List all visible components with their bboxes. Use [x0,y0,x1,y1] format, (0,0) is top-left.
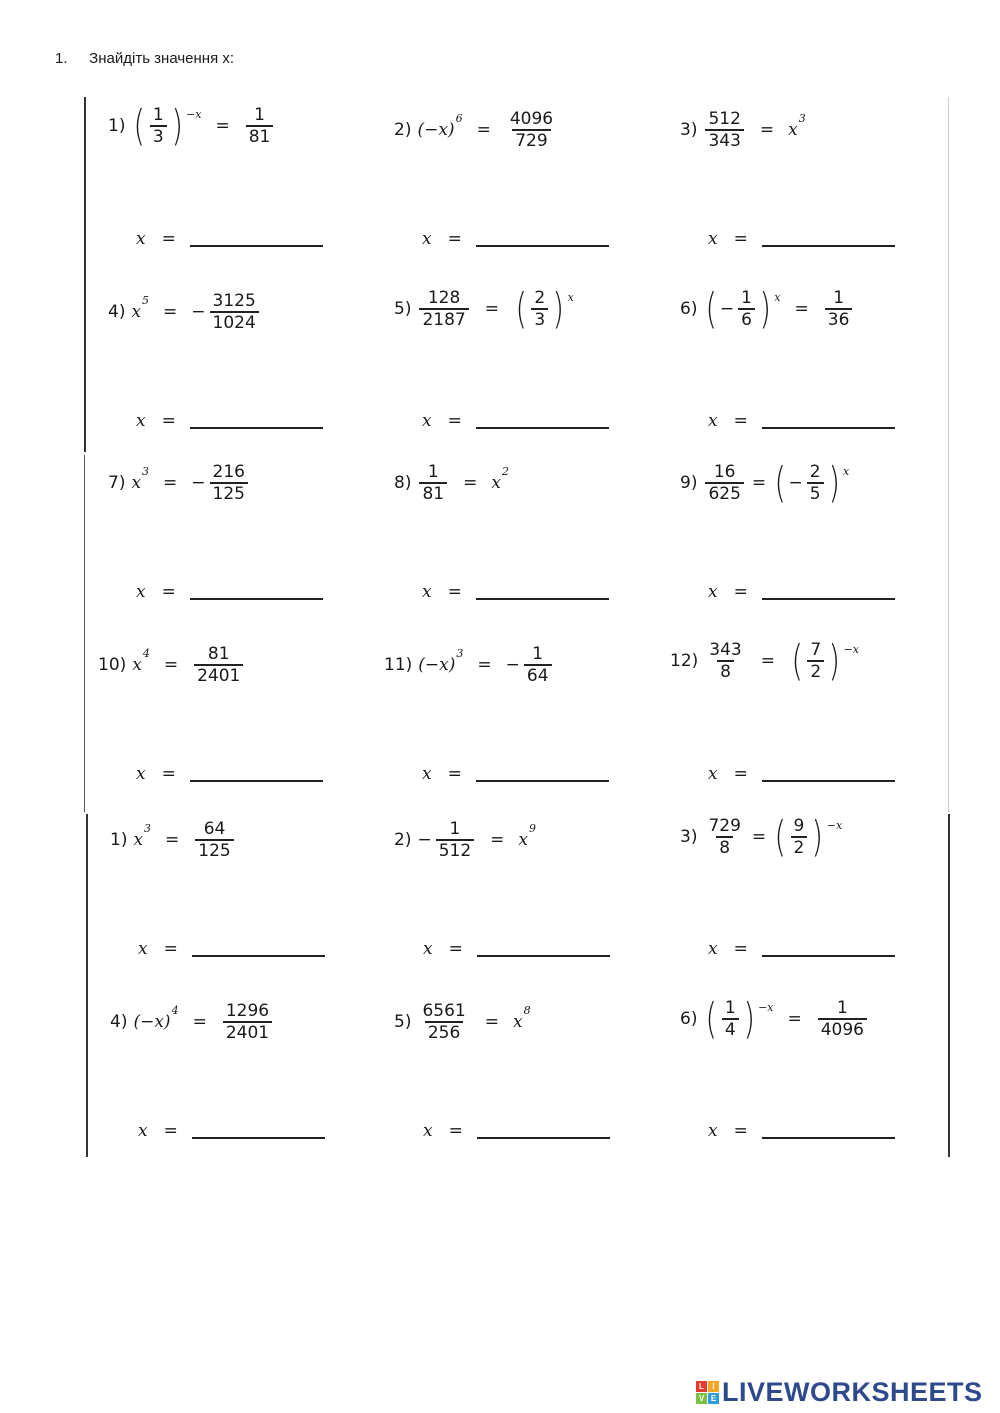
instruction-number: 1. [55,50,68,67]
variable: x [518,830,528,851]
answer-equals: = [448,939,463,959]
answer-second-1[interactable] [138,939,325,959]
answer-var: x [708,229,718,249]
logo-block: L [696,1381,707,1392]
problem-label: 9) [680,473,698,493]
problem-label: 6) [680,1009,698,1029]
answer-blank[interactable] [476,780,609,782]
answer-equals: = [733,582,748,602]
denominator: 6 [738,308,755,330]
answer-blank[interactable] [190,427,323,429]
numerator: 6561 [422,1001,466,1021]
answer-5[interactable] [422,411,609,431]
base-fraction [807,463,824,503]
denominator: 125 [195,839,233,861]
variable: x [788,120,798,141]
paren-open: ( [705,284,718,333]
minus-sign: − [719,299,735,319]
numerator: 216 [212,462,245,482]
answer-var: x [136,582,146,602]
answer-var: x [136,229,146,249]
paren-open: ( [774,812,787,861]
exponent: x [774,290,781,304]
exponent: 3 [798,111,806,125]
exponent: 3 [142,464,150,478]
equals: = [759,120,775,141]
lhs-fraction [705,463,743,503]
problem-label: 10) [98,655,127,676]
answer-var: x [422,411,432,431]
answer-blank[interactable] [192,1137,325,1139]
answer-12[interactable] [708,764,895,784]
rhs-fraction [223,1002,272,1042]
problem-9 [680,458,850,507]
paren-open: ( [791,636,803,685]
lhs-fraction [705,110,743,150]
answer-9[interactable] [708,582,895,602]
numerator: 1 [427,462,439,482]
numerator: 9 [793,815,805,836]
numerator: 128 [427,287,461,308]
problem-label: 4) [110,1012,128,1033]
exponent: −x [843,642,859,656]
answer-11[interactable] [422,764,609,784]
answer-blank[interactable] [190,245,323,247]
answer-blank[interactable] [762,427,895,429]
equals: = [163,302,178,323]
problem-label: 12) [670,651,699,671]
equals: = [484,1012,499,1033]
equals: = [751,827,767,847]
paren-open: ( [133,101,146,150]
problem-label: 4) [108,302,126,323]
rhs-fraction [195,820,233,860]
answer-blank[interactable] [477,955,610,957]
answer-7[interactable] [136,582,323,602]
equals: = [760,651,775,671]
answer-blank[interactable] [762,598,895,600]
answer-second-4[interactable] [138,1121,325,1141]
base-fraction [722,999,739,1039]
answer-equals: = [733,764,748,784]
answer-blank[interactable] [190,780,323,782]
logo-block: E [708,1393,719,1404]
numerator: 4096 [509,109,554,129]
minus-sign: − [417,830,432,851]
rhs-fraction [246,106,274,146]
problem-label: 3) [680,827,698,847]
answer-var: x [708,582,718,602]
answer-var: x [422,764,432,784]
answer-var: x [422,582,432,602]
problem-second-2 [394,820,536,860]
answer-blank[interactable] [762,955,895,957]
answer-second-2[interactable] [423,939,610,959]
denominator: 343 [705,129,743,151]
denominator: 2401 [223,1021,272,1043]
denominator: 3 [531,308,548,330]
minus-sign: − [505,655,520,676]
answer-var: x [423,1121,433,1141]
answer-var: x [708,1121,718,1141]
problem-3 [680,110,806,150]
answer-2[interactable] [422,229,609,249]
numerator: 343 [709,639,742,660]
denominator: 5 [807,482,824,504]
lhs-fraction [706,641,744,681]
liveworksheets-logo [696,1377,983,1408]
minus-sign: − [191,473,206,494]
problem-label: 5) [394,299,412,319]
exponent: 3 [144,821,152,835]
paren-close: ) [828,636,841,685]
minus-sign: − [191,302,206,323]
exponent: −x [758,1000,774,1014]
denominator: 2 [807,660,824,682]
border-right-bottom [948,814,950,1157]
base-fraction [807,641,824,681]
denominator: 125 [210,482,248,504]
problem-8 [394,463,509,503]
exponent: 3 [456,646,464,660]
problem-11 [384,645,554,685]
variable: x [131,302,142,323]
denominator: 8 [717,660,734,682]
paren-close: ) [811,812,824,861]
rhs-fraction [210,463,248,503]
numerator: 1 [449,819,461,839]
problem-1 [108,101,275,150]
logo-icon [696,1381,719,1404]
base-fraction [738,289,755,329]
problem-5 [394,284,574,333]
paren-open: ( [774,458,787,507]
numerator: 16 [713,461,736,482]
rhs-fraction [210,292,259,332]
numerator: 81 [207,644,230,664]
numerator: 2 [534,287,546,308]
answer-second-3[interactable] [708,939,895,959]
problem-label: 5) [394,1012,412,1033]
denominator: 1024 [210,311,259,333]
paren-close: ) [552,284,565,333]
answer-var: x [708,764,718,784]
exponent: 8 [523,1003,531,1017]
numerator: 729 [708,815,741,836]
answer-6[interactable] [708,411,895,431]
border-left-bottom [86,814,88,1157]
instruction-text: Знайдіть значення x: [89,50,235,67]
problem-label: 2) [394,120,412,141]
answer-equals: = [161,764,176,784]
answer-var: x [708,939,718,959]
answer-equals: = [447,764,462,784]
exponent: 2 [501,464,509,478]
paren-open: ( [515,284,527,333]
rhs-fraction [524,645,552,685]
border-left-mid [84,455,85,812]
logo-block: V [696,1393,707,1404]
lhs-expression: (−x) [418,655,456,676]
numerator: 1 [833,287,845,308]
problem-6 [680,284,854,333]
paren-close: ) [828,458,840,507]
answer-equals: = [447,411,462,431]
equals: = [476,120,491,141]
numerator: 2 [809,461,821,482]
equals: = [794,299,809,319]
variable: x [512,1012,523,1033]
answer-equals: = [733,411,748,431]
lhs-fraction [419,289,468,329]
variable: x [491,473,501,494]
answer-blank[interactable] [476,427,609,429]
answer-8[interactable] [422,582,609,602]
lhs-fraction [705,817,743,857]
denominator: 81 [246,125,274,147]
problem-second-1 [110,820,236,860]
denominator: 4096 [818,1018,867,1040]
answer-blank[interactable] [190,598,323,600]
problem-label: 1) [108,116,126,136]
numerator: 1 [254,104,265,125]
answer-var: x [422,229,432,249]
answer-blank[interactable] [762,245,895,247]
answer-equals: = [161,582,176,602]
equals: = [787,1009,802,1029]
border-left-top [84,97,86,452]
exponent: 4 [142,646,150,660]
numerator: 3125 [212,291,256,311]
answer-second-6[interactable] [708,1121,895,1141]
exponent: 4 [171,1003,179,1017]
problem-7 [108,463,250,503]
exponent: 6 [455,111,463,125]
denominator: 256 [425,1021,463,1043]
variable: x [133,830,144,851]
equals: = [163,473,178,494]
logo-block: I [708,1381,719,1392]
rhs-fraction [507,110,556,150]
exponent: −x [186,107,202,121]
equals: = [751,473,767,493]
lhs-fraction [419,463,447,503]
lhs-expression: (−x) [417,120,455,141]
base-fraction [150,106,167,146]
denominator: 625 [705,482,743,504]
equals: = [477,655,492,676]
answer-blank[interactable] [762,1137,895,1139]
rhs-fraction [818,999,867,1039]
paren-close: ) [171,101,183,150]
answer-equals: = [733,229,748,249]
equals: = [215,116,230,136]
problem-label: 1) [110,830,128,851]
problem-label: 11) [384,655,413,676]
equals: = [463,473,478,494]
lhs-fraction [436,820,474,860]
equals: = [192,1012,207,1033]
denominator: 2401 [194,664,243,686]
numerator: 1 [741,287,752,308]
answer-equals: = [733,1121,748,1141]
base-fraction [791,817,808,857]
answer-blank[interactable] [476,245,609,247]
answer-blank[interactable] [192,955,325,957]
numerator: 1 [724,997,736,1018]
equals: = [484,299,499,319]
answer-var: x [138,939,148,959]
problem-second-6 [680,994,869,1043]
exponent: 9 [529,821,536,835]
answer-equals: = [163,939,178,959]
numerator: 512 [708,109,741,129]
problem-label: 6) [680,299,698,319]
answer-3[interactable] [708,229,895,249]
exponent: x [843,464,850,478]
numerator: 1 [152,104,164,125]
denominator: 64 [524,664,552,686]
minus-sign: − [788,473,803,493]
denominator: 729 [512,129,550,151]
problem-second-4 [110,1002,274,1042]
problem-12 [670,636,859,685]
answer-equals: = [447,582,462,602]
answer-second-5[interactable] [423,1121,610,1141]
denominator: 2 [791,836,808,858]
instruction [55,50,234,67]
answer-10[interactable] [136,764,323,784]
problem-10 [98,645,245,685]
denominator: 81 [419,482,447,504]
problem-label: 3) [680,120,698,141]
problem-label: 7) [108,473,126,494]
paren-open: ( [705,994,718,1043]
answer-var: x [136,764,146,784]
denominator: 36 [825,308,853,330]
answer-var: x [423,939,433,959]
denominator: 4 [722,1018,739,1040]
paren-close: ) [743,994,755,1043]
answer-blank[interactable] [477,1137,610,1139]
logo-text: LIVEWORKSHEETS [722,1377,983,1407]
variable: x [131,473,142,494]
exponent: x [567,290,574,304]
variable: x [132,655,142,676]
answer-equals: = [161,411,176,431]
paren-close: ) [759,284,771,333]
denominator: 2187 [419,308,468,330]
denominator: 8 [716,836,733,858]
answer-blank[interactable] [476,598,609,600]
numerator: 1 [836,997,848,1018]
problem-label: 2) [394,830,412,851]
answer-equals: = [161,229,176,249]
problem-4 [108,292,261,332]
equals: = [163,655,179,676]
problem-second-5 [394,1002,531,1042]
answer-equals: = [733,939,748,959]
numerator: 1296 [225,1001,270,1021]
denominator: 512 [436,839,474,861]
lhs-fraction [419,1002,468,1042]
answer-var: x [136,411,146,431]
answer-1[interactable] [136,229,323,249]
exponent: 5 [142,293,150,307]
answer-4[interactable] [136,411,323,431]
answer-equals: = [447,229,462,249]
lhs-expression: (−x) [133,1012,171,1033]
answer-var: x [138,1121,148,1141]
answer-var: x [708,411,718,431]
base-fraction [531,289,548,329]
answer-blank[interactable] [762,780,895,782]
exponent: −x [826,818,843,832]
problem-label: 8) [394,473,412,494]
numerator: 7 [810,639,822,660]
rhs-fraction [825,289,853,329]
denominator: 3 [150,125,167,147]
answer-equals: = [163,1121,178,1141]
numerator: 64 [203,819,226,839]
problem-2 [394,110,558,150]
border-right-top [948,97,949,812]
rhs-fraction [194,645,243,685]
problem-second-3 [680,812,843,861]
equals: = [490,830,505,851]
answer-equals: = [448,1121,463,1141]
equals: = [165,830,180,851]
numerator: 1 [532,644,544,664]
